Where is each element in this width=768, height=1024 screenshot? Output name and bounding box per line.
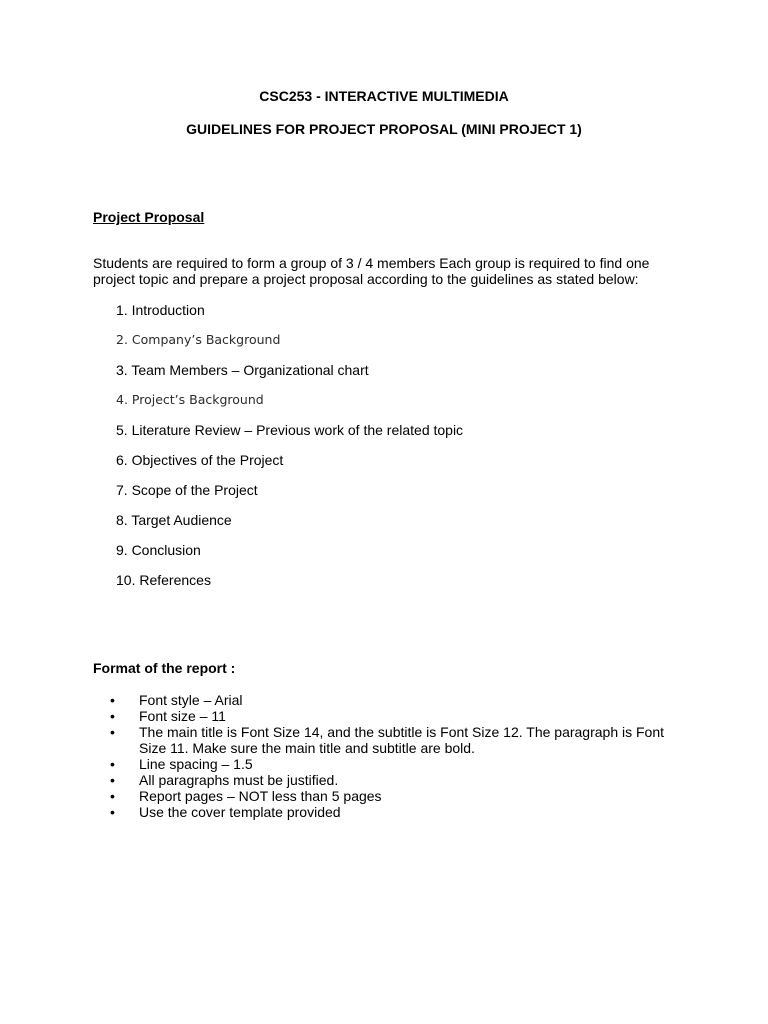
list-item-text: All paragraphs must be justified. [139, 772, 339, 788]
list-item: 4. Project’s Background [116, 392, 264, 407]
bullet-icon: • [110, 772, 115, 788]
intro-paragraph: Students are required to form a group of 3 / 4 members Each group is required to find one project topic and prepare a project proposal according to the guidelines as stated below: [93, 255, 650, 287]
list-item: 1. Introduction [116, 302, 205, 318]
list-item [110, 692, 690, 708]
list-item-text: Font style – Arial [139, 692, 243, 708]
list-item [110, 804, 690, 820]
list-item-text: Use the cover template provided [139, 804, 341, 820]
report-format-list [110, 692, 690, 820]
document-subtitle: GUIDELINES FOR PROJECT PROPOSAL (MINI PROJECT 1) [186, 121, 582, 137]
list-item: 10. References [116, 572, 211, 588]
list-item: 2. Company’s Background [116, 332, 281, 347]
bullet-icon: • [110, 788, 115, 804]
list-item [110, 724, 690, 756]
list-item: 8. Target Audience [116, 512, 232, 528]
list-item [110, 756, 690, 772]
list-item-text: Font size – 11 [139, 708, 226, 724]
list-item-text: Line spacing – 1.5 [139, 756, 253, 772]
list-item: 7. Scope of the Project [116, 482, 258, 498]
list-item: 9. Conclusion [116, 542, 201, 558]
list-item: 3. Team Members – Organizational chart [116, 362, 369, 378]
bullet-icon: • [110, 708, 115, 724]
section-heading-project-proposal: Project Proposal [93, 209, 205, 225]
section-heading-report-format: Format of the report : [93, 660, 236, 676]
bullet-icon: • [110, 692, 115, 708]
list-item [110, 788, 690, 804]
list-item: 6. Objectives of the Project [116, 452, 284, 468]
bullet-icon: • [110, 724, 115, 740]
list-item [110, 708, 690, 724]
bullet-icon: • [110, 804, 115, 820]
list-item: 5. Literature Review – Previous work of the related topic [116, 422, 464, 438]
list-item-text: Report pages – NOT less than 5 pages [139, 788, 382, 804]
bullet-icon: • [110, 756, 115, 772]
document-title: CSC253 - INTERACTIVE MULTIMEDIA [259, 88, 509, 104]
list-item [110, 772, 690, 788]
list-item-text: The main title is Font Size 14, and the subtitle is Font Size 12. The paragraph is Font Size 11. Make sure the main title and subtitle are bold. [139, 724, 665, 756]
proposal-guideline-list [116, 302, 463, 602]
